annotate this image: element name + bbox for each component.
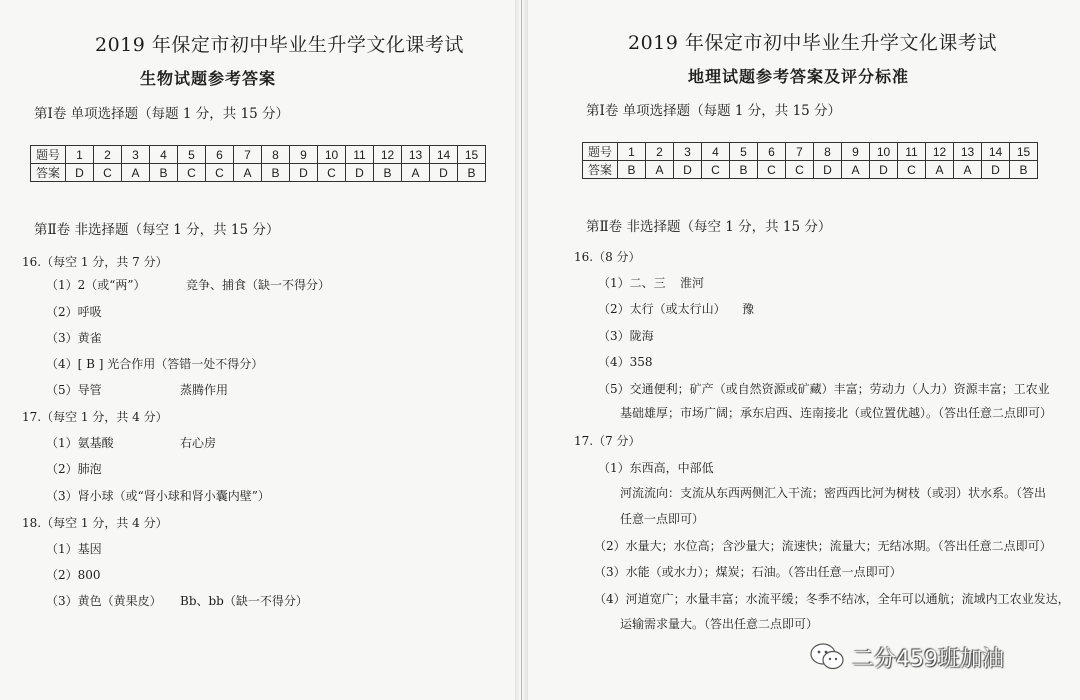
question-number-cell: 13 [954, 143, 982, 161]
answer-cell: C [178, 164, 206, 182]
question-heading: 16.（每空 1 分，共 7 分） [22, 255, 168, 269]
answer-cell: C [318, 164, 346, 182]
table-header-cell: 题号 [583, 143, 618, 161]
answer-line: （4）[ B ] 光合作用（答错一处不得分） [46, 357, 264, 371]
answer-line: （5）导管 [46, 383, 102, 397]
table-row-numbers [31, 146, 486, 164]
answer-line: （1）东西高，中部低 [598, 461, 714, 475]
answer-cell: A [122, 164, 150, 182]
answer-line: 竞争、捕食（缺一不得分） [186, 278, 331, 292]
answer-cell: D [346, 164, 374, 182]
answer-cell: B [1010, 161, 1038, 179]
table-header-cell: 答案 [31, 164, 66, 182]
answer-cell: C [702, 161, 730, 179]
answer-cell: A [842, 161, 870, 179]
geography-answer-page [528, 0, 1080, 700]
answer-cell: D [430, 164, 458, 182]
answer-cell: D [674, 161, 702, 179]
answer-cell: B [150, 164, 178, 182]
question-number-cell: 14 [430, 146, 458, 164]
section-heading: 第Ⅰ卷 单项选择题（每题 1 分，共 15 分） [586, 103, 842, 119]
answer-line: （2）呼吸 [46, 305, 102, 319]
biology-answer-page [0, 0, 515, 700]
watermark-text: 二分459班加油 [852, 646, 1004, 672]
question-number-cell: 11 [898, 143, 926, 161]
question-number-cell: 15 [458, 146, 486, 164]
answer-line: 右心房 [180, 436, 217, 450]
answer-cell: C [758, 161, 786, 179]
answer-cell: C [94, 164, 122, 182]
question-number-cell: 8 [814, 143, 842, 161]
question-heading: 18.（每空 1 分，共 4 分） [22, 516, 168, 530]
answer-cell: D [66, 164, 94, 182]
question-number-cell: 2 [646, 143, 674, 161]
question-number-cell: 10 [318, 146, 346, 164]
question-heading: 17.（7 分） [574, 434, 641, 448]
question-number-cell: 12 [374, 146, 402, 164]
question-number-cell: 1 [66, 146, 94, 164]
question-number-cell: 10 [870, 143, 898, 161]
section-heading: 第Ⅱ卷 非选择题（每空 1 分，共 15 分） [34, 222, 280, 238]
answer-cell: B [618, 161, 646, 179]
answer-line: Bb、bb（缺一不得分） [180, 594, 308, 608]
answer-line: 任意一点即可） [620, 512, 705, 526]
question-number-cell: 2 [94, 146, 122, 164]
answer-cell: B [458, 164, 486, 182]
answer-line: 豫 [742, 302, 755, 316]
answer-line: 淮河 [680, 276, 705, 290]
question-number-cell: 13 [402, 146, 430, 164]
answer-cell: A [402, 164, 430, 182]
answer-table [582, 142, 1038, 179]
question-number-cell: 1 [618, 143, 646, 161]
answer-cell: D [982, 161, 1010, 179]
answer-line: （3）陇海 [598, 329, 654, 343]
answer-line: 基础雄厚；市场广阔；承东启西、连南接北（或位置优越）。（答出任意二点即可） [620, 406, 1053, 420]
page-subtitle: 生物试题参考答案 [140, 69, 277, 88]
table-row-answers [583, 161, 1038, 179]
answer-line: （1）基因 [46, 542, 102, 556]
table-row-answers [31, 164, 486, 182]
question-number-cell: 8 [262, 146, 290, 164]
question-number-cell: 12 [926, 143, 954, 161]
table-row-numbers [583, 143, 1038, 161]
table-header-cell: 答案 [583, 161, 618, 179]
answer-line: 蒸腾作用 [180, 383, 229, 397]
question-number-cell: 4 [150, 146, 178, 164]
wechat-icon [808, 641, 846, 673]
question-number-cell: 9 [290, 146, 318, 164]
question-heading: 16.（8 分） [574, 250, 641, 264]
question-number-cell: 11 [346, 146, 374, 164]
table-header-cell: 题号 [31, 146, 66, 164]
question-number-cell: 7 [786, 143, 814, 161]
question-number-cell: 5 [178, 146, 206, 164]
answer-line: （2）太行（或太行山） [598, 302, 726, 316]
answer-line: （3）黄色（黄果皮） [46, 594, 162, 608]
section-heading: 第Ⅰ卷 单项选择题（每题 1 分，共 15 分） [34, 106, 290, 122]
answer-cell: D [290, 164, 318, 182]
question-heading: 17.（每空 1 分，共 4 分） [22, 410, 168, 424]
answer-cell: A [646, 161, 674, 179]
question-number-cell: 14 [982, 143, 1010, 161]
answer-table [30, 145, 486, 182]
answer-line: （3）黄雀 [46, 331, 102, 345]
answer-cell: C [898, 161, 926, 179]
question-number-cell: 4 [702, 143, 730, 161]
answer-line: （2）水量大；水位高；含沙量大；流速快；流量大；无结冰期。（答出任意二点即可） [594, 539, 1052, 553]
answer-line: （3）水能（或水力）；煤炭；石油。（答出任意一点即可） [594, 565, 902, 579]
page-title: 2019 年保定市初中毕业生升学文化课考试 [628, 32, 997, 54]
answer-cell: A [954, 161, 982, 179]
answer-cell: D [870, 161, 898, 179]
section-heading: 第Ⅱ卷 非选择题（每空 1 分，共 15 分） [586, 219, 832, 235]
answer-line: （2）800 [46, 568, 101, 582]
answer-line: 河流流向：支流从东西两侧汇入干流；密西西比河为树枝（或羽）状水系。（答出 [620, 486, 1047, 500]
answer-cell: D [814, 161, 842, 179]
question-number-cell: 3 [674, 143, 702, 161]
answer-line: （5）交通便利；矿产（或自然资源或矿藏）丰富；劳动力（人力）资源丰富；工农业 [598, 382, 1050, 396]
answer-cell: C [786, 161, 814, 179]
answer-line: （2）肺泡 [46, 462, 102, 476]
question-number-cell: 3 [122, 146, 150, 164]
answer-line: （1）2（或“两”） [46, 278, 146, 292]
question-number-cell: 6 [206, 146, 234, 164]
answer-line: 运输需求量大。（答出任意二点即可） [620, 617, 819, 631]
answer-line: （1）二、三 [598, 276, 666, 290]
answer-line: （1）氨基酸 [46, 436, 114, 450]
question-number-cell: 6 [758, 143, 786, 161]
watermark [808, 637, 1058, 677]
page-title: 2019 年保定市初中毕业生升学文化课考试 [95, 34, 464, 56]
question-number-cell: 9 [842, 143, 870, 161]
answer-cell: A [926, 161, 954, 179]
page-divider [521, 0, 522, 700]
answer-cell: B [262, 164, 290, 182]
question-number-cell: 15 [1010, 143, 1038, 161]
answer-cell: C [206, 164, 234, 182]
answer-cell: A [234, 164, 262, 182]
answer-line: （4）358 [598, 355, 653, 369]
question-number-cell: 7 [234, 146, 262, 164]
answer-cell: B [730, 161, 758, 179]
question-number-cell: 5 [730, 143, 758, 161]
answer-line: （3）肾小球（或“肾小球和肾小囊内壁”） [46, 489, 270, 503]
answer-line: （4）河道宽广；水量丰富；水流平缓；冬季不结冰，全年可以通航；流域内工农业发达， [594, 592, 1070, 606]
page-subtitle: 地理试题参考答案及评分标准 [688, 67, 910, 86]
answer-cell: B [374, 164, 402, 182]
